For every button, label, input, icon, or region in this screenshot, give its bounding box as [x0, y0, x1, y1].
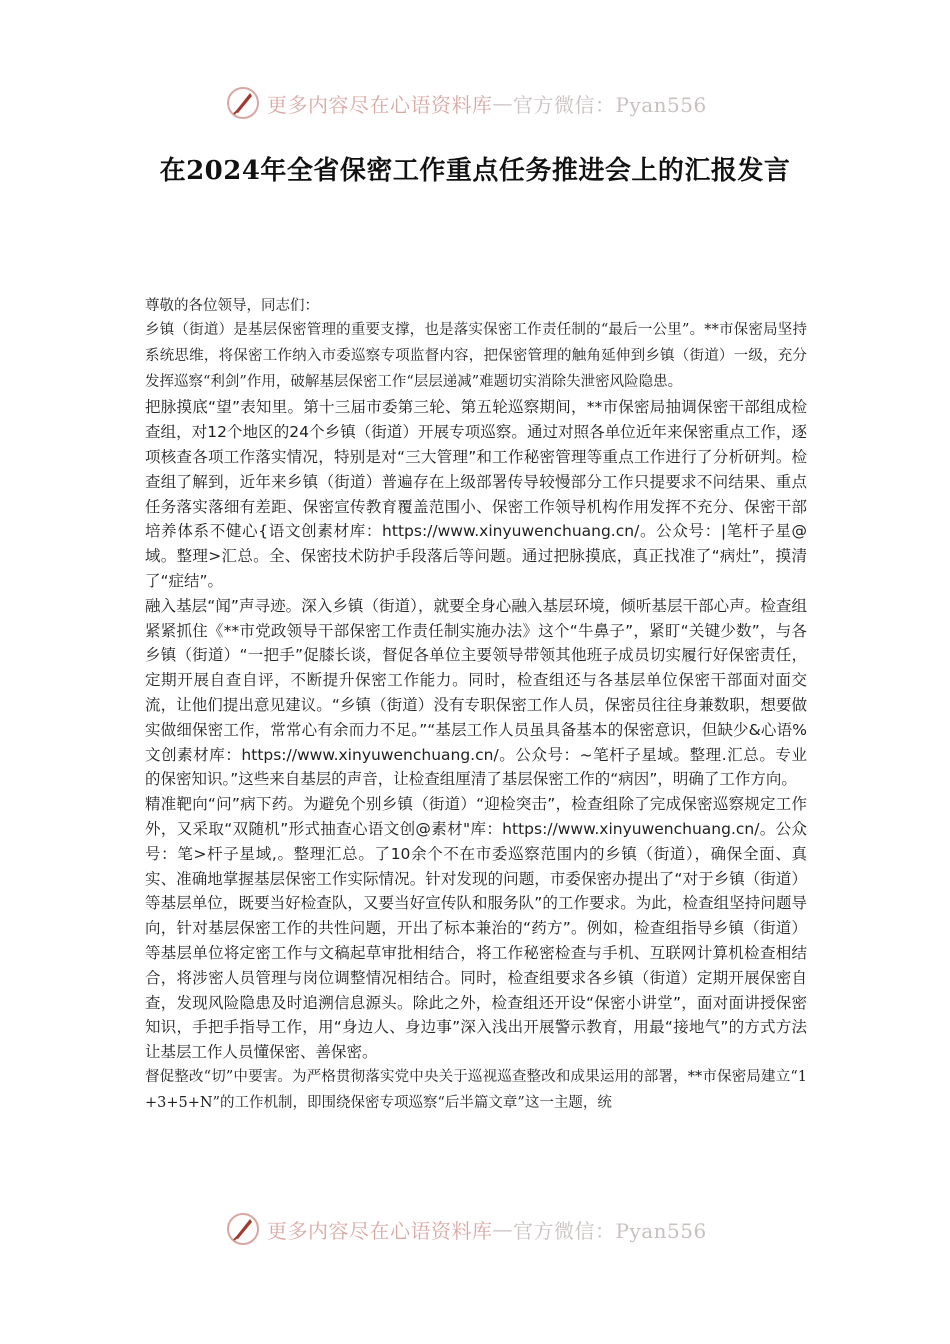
- watermark-dash: —: [492, 1217, 513, 1241]
- watermark-main-text: 更多内容尽在心语资料库: [267, 92, 493, 117]
- page-title: 在2024年全省保密工作重点任务推进会上的汇报发言: [159, 156, 791, 186]
- watermark-main-text: 更多内容尽在心语资料库: [267, 1218, 493, 1243]
- watermark-dash: —: [492, 91, 513, 115]
- paragraph-qie: 督促整改“切”中要害。为严格贯彻落实党中央关于巡视巡查整改和成果运用的部署，**市保密局建立“1+3+5+N”的工作机制，即围绕保密专项巡察“后半篇文章”这一主题，统: [145, 1068, 807, 1111]
- watermark-footer: [225, 1209, 725, 1249]
- watermark-sub-text: 官方微信：Pyan556: [513, 92, 707, 117]
- paragraph-wen-question: 精准靶向“问”病下药。为避免个别乡镇（街道）“迎检突击”，检查组除了完成保密巡察规定工作外，又采取“双随机”形式抽查心语文创@素材"库：https://www.xinyuwenchuang.cn/。公众号：笔>杆子星域,。整理汇总。了10余个不在市委巡察范围内的乡镇（街道），确保全面、真实、准确地掌握基层保密工作实际情况。针对发现的问题，市委保密办提出了“对于乡镇（街道）等基层单位，既要当好检查队，又要当好宣传队和服务队”的工作要求。为此，检查组坚持问题导向，针对基层保密工作的共性问题，开出了标本兼治的“药方”。例如，检查组指导乡镇（街道）等基层单位将定密工作与文稿起草审批相结合，将工作秘密检查与手机、互联网计算机检查相结合，将涉密人员管理与岗位调整情况相结合。同时，检查组要求各乡镇（街道）定期开展保密自查，发现风险隐患及时追溯信息源头。除此之外，检查组还开设“保密小讲堂”，面对面讲授保密知识，手把手指导工作，用“身边人、身边事”深入浅出开展警示教育，用最“接地气”的方式方法让基层工作人员懂保密、善保密。: [145, 795, 807, 1062]
- quill-logo-icon: [225, 85, 261, 121]
- paragraph-wang: 把脉摸底“望”表知里。第十三届市委第三轮、第五轮巡察期间，**市保密局抽调保密干部组成检查组，对12个地区的24个乡镇（街道）开展专项巡察。通过对照各单位近年来保密重点工作，逐项核查各项工作落实情况，特别是对“三大管理”和工作秘密管理等重点工作进行了分析研判。检查组了解到，近年来乡镇（街道）普遍存在上级部署传导较慢部分工作只提要求不问结果、重点任务落实落细有差距、保密宣传教育覆盖范围小、保密工作领导机构作用发挥不充分、保密干部培养体系不健心{语文创素材库：https://www.xinyuwenchuang.cn/。公众号：|笔杆子星@域。整理>汇总。全、保密技术防护手段落后等问题。通过把脉摸底，真正找准了“病灶”，摸清了“症结”。: [145, 398, 807, 590]
- watermark-header: [225, 83, 725, 123]
- quill-logo-icon: [225, 1211, 261, 1247]
- paragraph-intro: 乡镇（街道）是基层保密管理的重要支撑，也是落实保密工作责任制的“最后一公里”。**市保密局坚持系统思维，将保密工作纳入市委巡察专项监督内容，把保密管理的触角延伸到乡镇（街道）一级，充分发挥巡察“利剑”作用，破解基层保密工作“层层递减”难题切实消除失泄密风险隐患。: [145, 322, 807, 390]
- document-body: [145, 294, 807, 1117]
- salutation: 尊敬的各位领导，同志们：: [145, 298, 319, 314]
- watermark-sub-text: 官方微信：Pyan556: [513, 1218, 707, 1243]
- paragraph-wen: 融入基层“闻”声寻迹。深入乡镇（街道），就要全身心融入基层环境，倾听基层干部心声。检查组紧紧抓住《**市党政领导干部保密工作责任制实施办法》这个“牛鼻子”，紧盯“关键少数”，与各乡镇（街道）“一把手”促膝长谈，督促各单位主要领导带领其他班子成员切实履行好保密责任，定期开展自查自评，不断提升保密工作能力。同时，检查组还与各基层单位保密干部面对面交流，让他们提出意见建议。“乡镇（街道）没有专职保密工作人员，保密员往往身兼数职，想要做实做细保密工作，常常心有余而力不足。”“基层工作人员虽具备基本的保密意识，但缺少&心语%文创素材库：https://www.xinyuwenchuang.cn/。公众号：~笔杆子星域。整理.汇总。专业的保密知识。”这些来自基层的声音，让检查组厘清了基层保密工作的“病因”，明确了工作方向。: [145, 596, 807, 789]
